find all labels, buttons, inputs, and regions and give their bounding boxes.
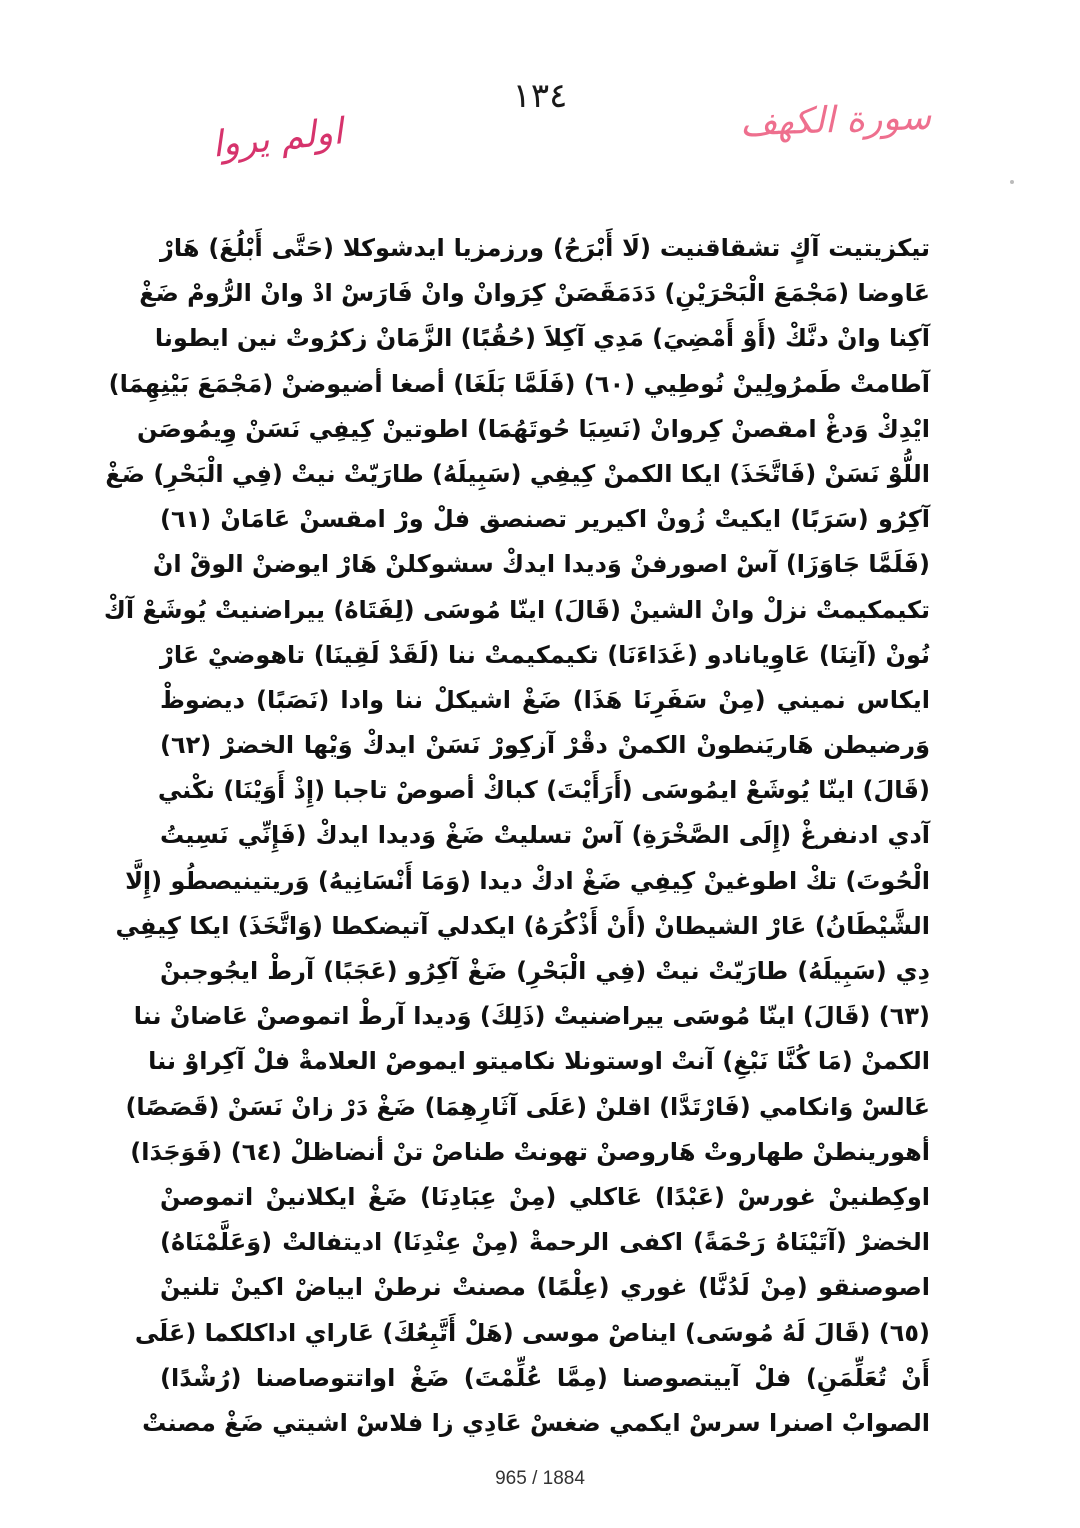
text-line: ايْدِكْ وَدغْ امقصنْ كِروانْ (نَسِيَا حُوتَهُمَا) اطوتينْ كِيفِي نَسَنْ وِيمُوصَن (136, 414, 930, 443)
text-line: الكمنْ (مَا كُنَّا نَبْغِ) آنتْ اوستونلا نكاميتو ايموصْ العلامةْ فلْ آكِراوْ ننا (148, 1047, 930, 1076)
text-line: اوكِطنينْ غورسْ (عَبْدًا) عَاكلي (مِنْ عِبَادِنَا) ضَغْ ايكلانينْ اتموصنْ (160, 1182, 930, 1211)
text-line: (٦٥) (قَالَ لَهُ مُوسَى) ايناصْ موسى (هَلْ أَتَّبِعُكَ) عَاراي اداكلكما (عَلَى (134, 1318, 930, 1347)
text-line: آدي ادنفرغْ (إِلَى الصَّخْرَةِ) آسْ تسليتْ ضَغْ وَديدا ايدكْ (فَإِنِّي نَسِيتُ (160, 821, 930, 850)
handwritten-surah-note: سورة الكهف (739, 96, 932, 145)
handwritten-margin-note: اولم يروا (210, 111, 345, 166)
text-line: آطامتْ طَمرُولِينْ نُوطِيي (٦٠) (فَلَمَّا بَلَغَا) أصغا أضيوضنْ (مَجْمَعَ بَيْنِهِمَا) (108, 369, 930, 398)
text-line: ايكاس نميني (مِنْ سَفَرِنَا هَذَا) ضَغْ اشيكلْ ننا وادا (نَصَبًا) ديضوظْ (160, 685, 930, 714)
text-line: (قَالَ) اينّا يُوشَعْ ايمُوسَى (أَرَأَيْتَ) كباكْ أصوصْ تاجبا (إِذْ أَوَيْنَا) نكْني (157, 776, 930, 805)
scan-speck (1010, 180, 1014, 184)
translation-text-block (103, 226, 930, 1446)
text-line: أهورينطنْ طهاروتْ هَاروصنْ تهونتْ طناصْ تنْ أنضاظلْ (٦٤) (فَوَجَدَا) (130, 1137, 930, 1166)
text-line: تكيمكيمتْ نزلْ وانْ الشينْ (قَالَ) اينّا مُوسَى (لِفَتَاهُ) ييراضنيتْ يُوشَعْ آكْ (103, 595, 930, 624)
text-line: الْحُوتَ) تكْ اطوغينْ كِيفِي ضَغْ ادكْ ديدا (وَمَا أَنْسَانِيهُ) وَريتينيصطُو (إِلَّا (125, 866, 930, 895)
text-line: الصوابْ اصنرا سرسْ ايكمي ضغسْ عَادِي زا فلاسْ اشيتي ضَغْ مصنتْ (142, 1408, 930, 1437)
text-line: وَرضيطن هَاريَنطونْ الكمنْ دقْرْ آزكِورْ نَسَنْ ايدكْ وَيْها الخضرْ (٦٢) (160, 731, 930, 760)
text-line: تيكزيتيت آكٍ تشقاقنيت (لَا أَبْرَحُ) ورزمزيا ايدشوكلا (حَتَّى أَبْلُغَ) هَارْ (160, 234, 930, 262)
text-line: اصوصنقو (مِنْ لَدُنَّا) غوري (عِلْمًا) مصنتْ نرطنْ ايياضْ اكينْ تلنينْ (160, 1273, 930, 1302)
text-line: عَالسْ وَانكامي (فَارْتَدَّا) اقلنْ (عَلَى آثَارِهِمَا) ضَغْ دَرْ زانْ نَسَنْ (قَصَصًا) (125, 1092, 930, 1121)
text-line: عَاوضا (مَجْمَعَ الْبَحْرَيْنِ) دَدَمَقَصَنْ كِرَوانْ وانْ فَارَسْ ادْ وانْ الرُّومْ ضَغْ (139, 279, 930, 308)
pdf-page-counter: 965 / 1884 (495, 1468, 585, 1489)
text-line: دِي (سَبِيلَهُ) طارَيّتْ نيتْ (فِي الْبَحْرِ) ضَغْ آكِرُو (عَجَبًا) آرطْ ايجُوجبنْ (160, 957, 930, 985)
text-line: أَنْ تُعَلِّمَنِ) فلْ آييتصوصنا (مِمَّا عُلِّمْتَ) ضَغْ اواتتوصاصنا (رُشْدًا) (160, 1363, 930, 1392)
text-line: الخضرْ (آتَيْنَاهُ رَحْمَةً) اكفى الرحمةْ (مِنْ عِنْدِنَا) اديتفالتْ (وَعَلَّمْنَاهُ) (160, 1228, 930, 1257)
text-line: آكِرُو (سَرَبًا) ايكيتْ زُونْ اكيرير تصنصق فلْ ورْ امقسنْ عَامَانْ (٦١) (160, 505, 930, 534)
text-line: آكِنا وانْ دنَّكْ (أَوْ أَمْضِيَ) مَدِي آكِلاَ (حُقُبًا) الزَّمَانْ زكرُوتْ نين ايطونا (154, 324, 930, 353)
text-line: نُونْ (آتِنَا) عَاوِيانادو (غَدَاءَنَا) تكيمكيمتْ ننا (لَقَدْ لَقِينَا) تاهوضيْ عَارْ (160, 640, 930, 669)
text-line: الشَّيْطَانُ) عَارْ الشيطانْ (أَنْ أَذْكُرَهُ) ايكدلي آتيضكطا (وَاتَّخَذَ) ايكا كِيفِي (115, 911, 930, 940)
text-line: (فَلَمَّا جَاوَزَا) آسْ اصورفنْ وَديدا ايدكْ سشوكلنْ هَارْ ايوضنْ الوقْ انْ (152, 550, 930, 579)
text-line: اللُّوْ نَسَنْ (فَاتَّخَذَ) ايكا الكمنْ كِيفِي (سَبِيلَهُ) طارَيّتْ نيتْ (فِي الْبَحْرِ) ضَغْ (105, 459, 930, 488)
page-number: ١٣٤ (512, 76, 568, 116)
text-line: (٦٣) (قَالَ) اينّا مُوسَى ييراضنيتْ (ذَلِكَ) وَديدا آرطْ اتموصنْ عَاضانْ ننا (133, 1002, 930, 1031)
